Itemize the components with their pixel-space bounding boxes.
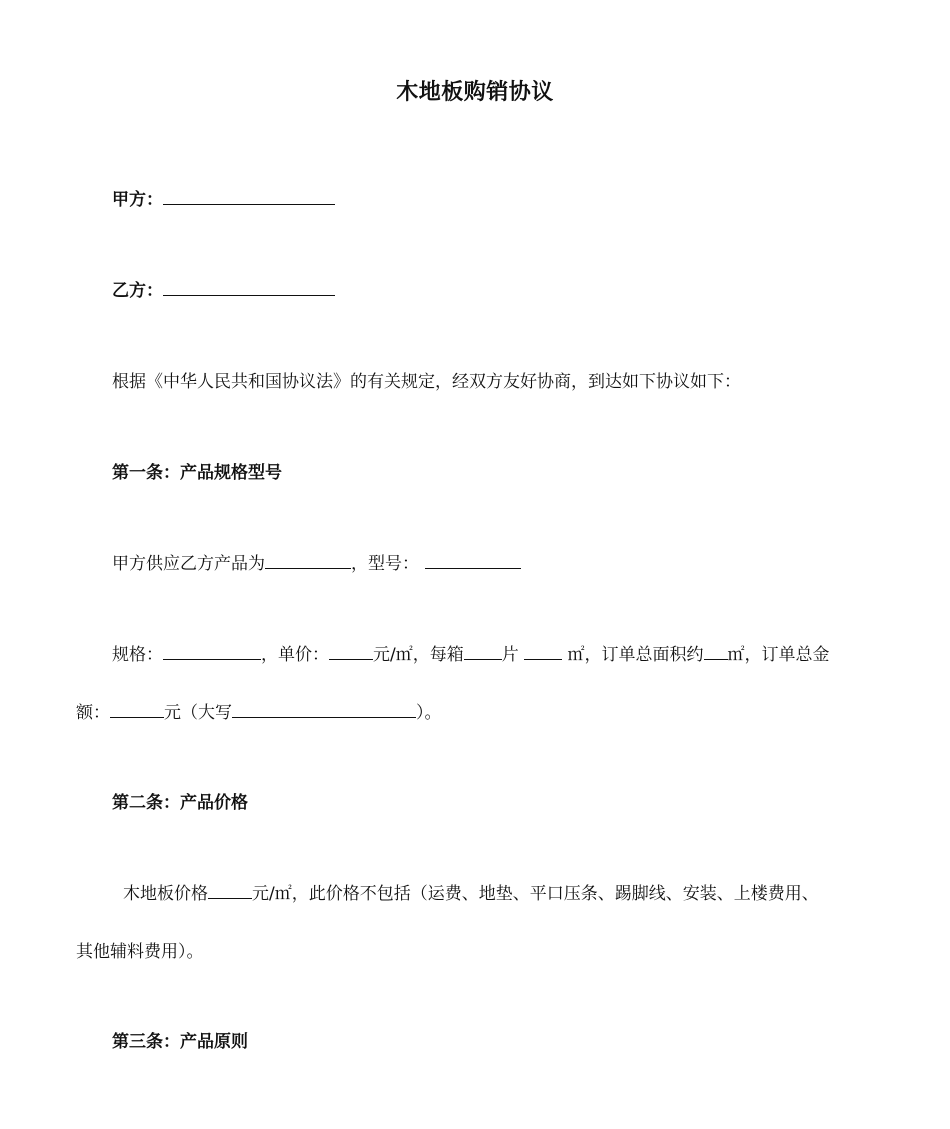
article-3-heading: 第三条：产品原则 xyxy=(112,1032,248,1052)
amount-words-blank xyxy=(232,701,416,718)
pieces-blank xyxy=(464,643,502,660)
party-a-line xyxy=(112,188,335,212)
article-2-heading: 第二条：产品价格 xyxy=(112,793,248,813)
party-b-blank xyxy=(163,279,335,296)
party-b-line xyxy=(112,279,335,303)
total-area-unit: ㎡，订单总金 xyxy=(727,645,830,665)
product-blank xyxy=(265,552,351,569)
area-unit: ㎡，订单总面积约 xyxy=(567,645,704,665)
amount-close: ）。 xyxy=(416,703,442,723)
price-blank xyxy=(208,882,252,899)
spec-blank xyxy=(163,643,261,660)
amount-unit: 元（大写 xyxy=(164,703,232,723)
spec-line xyxy=(112,643,830,667)
price-line xyxy=(123,882,819,906)
pieces-unit: 片 xyxy=(501,645,519,665)
model-blank xyxy=(425,552,521,569)
supply-prefix: 甲方供应乙方产品为 xyxy=(112,554,265,574)
amount-label: 额： xyxy=(76,703,110,723)
article-1-heading: 第一条：产品规格型号 xyxy=(112,463,282,483)
unit-price-label: ，单价： xyxy=(261,645,329,665)
party-b-label: 乙方： xyxy=(112,281,163,301)
unit-price-blank xyxy=(329,643,373,660)
model-label: ，型号： xyxy=(351,554,419,574)
amount-blank xyxy=(110,701,164,718)
amount-line xyxy=(76,701,442,725)
unit-price-unit: 元/㎡，每箱 xyxy=(373,645,464,665)
intro-paragraph: 根据《中华人民共和国协议法》的有关规定，经双方友好协商，到达如下协议如下： xyxy=(112,372,741,392)
price-suffix: 元/㎡，此价格不包括（运费、地垫、平口压条、踢脚线、安装、上楼费用、 xyxy=(252,884,819,904)
party-a-label: 甲方： xyxy=(112,190,163,210)
spec-label: 规格： xyxy=(112,645,163,665)
box-area-blank xyxy=(524,643,562,660)
document-title: 木地板购销协议 xyxy=(396,80,554,105)
price-prefix: 木地板价格 xyxy=(123,884,208,904)
total-area-blank xyxy=(704,643,728,660)
party-a-blank xyxy=(163,188,335,205)
supply-line xyxy=(112,552,521,576)
price-line-2: 其他辅料费用）。 xyxy=(76,942,204,962)
